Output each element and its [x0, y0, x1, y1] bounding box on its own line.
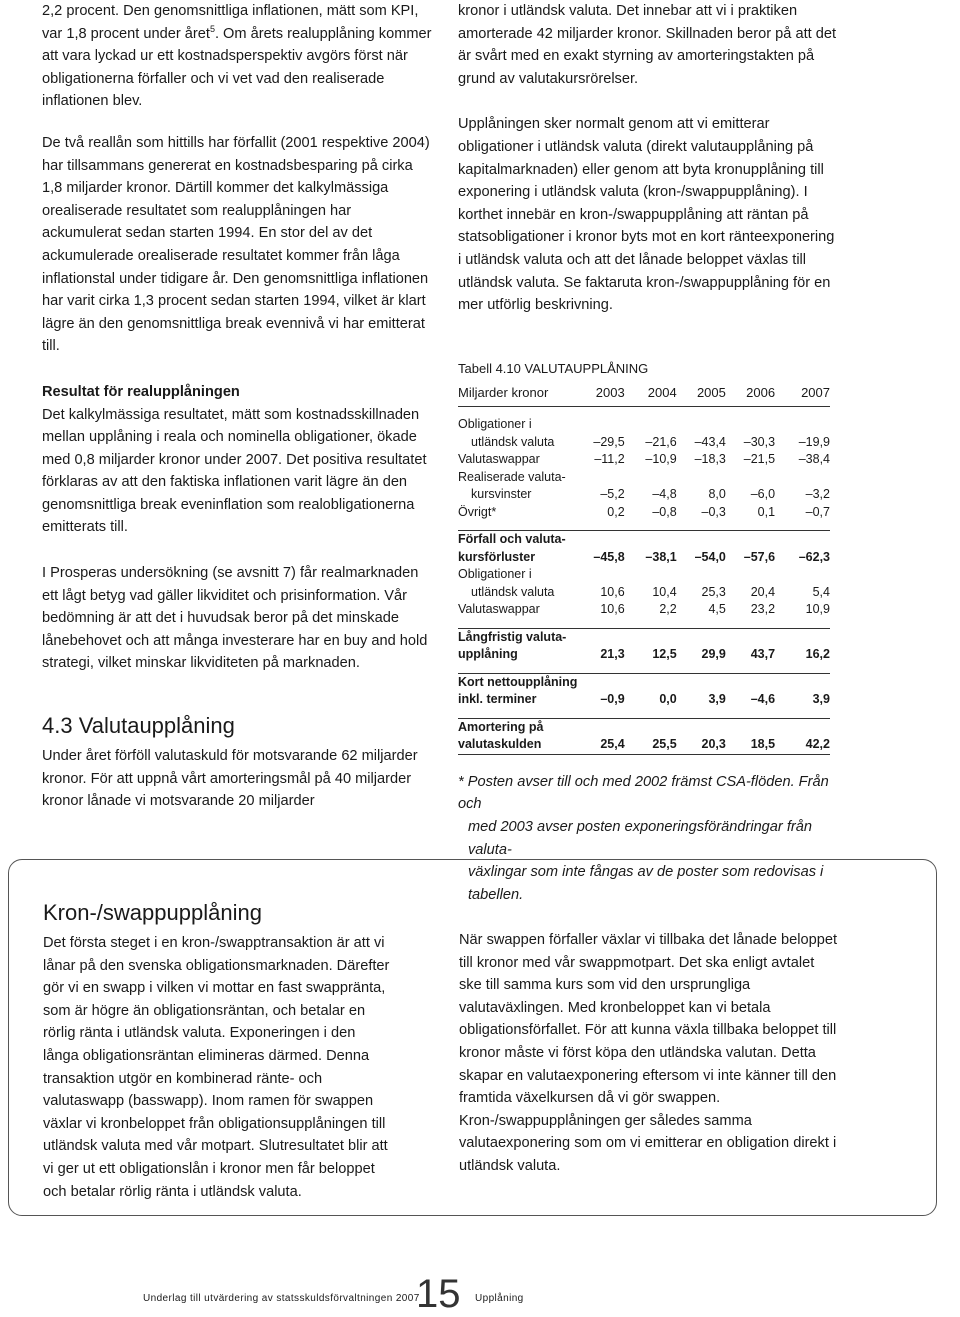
- footer-report-title: Underlag till utvärdering av statsskuldsförvaltningen 2007: [143, 1293, 420, 1304]
- table-cell: [677, 416, 726, 434]
- table-cell: –5,2: [600, 487, 625, 502]
- paragraph: Under året förföll valutaskuld för motsvarande 62 miljarder kronor. För att uppnå vårt amorteringsmål på 40 miljarder kronor lånade vi motsvarande 20 miljarder: [42, 748, 418, 810]
- row-label: Övrigt*: [458, 504, 497, 519]
- table-row: [458, 691, 830, 709]
- left-column: [42, 0, 432, 813]
- table-cell: –19,9: [798, 434, 830, 449]
- row-label: inkl. terminer: [458, 692, 537, 707]
- paragraph: I Prosperas undersökning (se avsnitt 7) får realmarknaden ett lågt betyg vad gäller likviditet och prisinformation. Vår bedömning är att det i huvudsak beror på det minskade lånebehovet och att många investerare har en buy and hold strategi, vilket minskar likviditeten på marknaden.: [42, 565, 428, 672]
- table-row: [458, 469, 830, 487]
- paragraph: Upplåningen sker normalt genom att vi emitterar obligationer i utländsk valuta (direkt valutaupplåning på kapitalmarknaden) eller genom att byta kronupplåning till exponering i utländsk valuta (kron-/swappupplåning). I korthet innebär en kron-/swappupplåning att räntan på statsobligationer i kronor byts mot en kort ränteexponering i utländsk valuta och att det lånade beloppet växlas till utländsk valuta. Se faktaruta kron-/swappupplåning för en mer utförlig beskrivning.: [458, 116, 835, 314]
- table-cell: 25,4: [577, 736, 624, 754]
- table-cell: 10,6: [600, 602, 625, 617]
- table-cell: [677, 531, 726, 549]
- table-cell: 10,9: [805, 602, 830, 617]
- table-row: [458, 584, 830, 602]
- table-cell: 8,0: [708, 487, 726, 502]
- table-cell: [775, 469, 830, 487]
- table-row: [458, 531, 830, 549]
- table-cell: [726, 673, 775, 691]
- table-row: [458, 416, 830, 434]
- table-cell: [577, 718, 624, 736]
- table-cell: –54,0: [694, 549, 726, 564]
- row-label: kursförluster: [458, 549, 536, 564]
- table-cell: [625, 718, 677, 736]
- fact-box-left-column: [43, 898, 393, 1203]
- table-cell: 4,5: [708, 602, 726, 617]
- table-cell: [625, 628, 677, 646]
- year-header: 2007: [775, 384, 830, 407]
- table-cell: 0,0: [659, 692, 677, 707]
- subheading-result: Resultat för realupplåningen: [42, 383, 240, 400]
- table-cell: [726, 718, 775, 736]
- table-cell: –29,5: [593, 434, 625, 449]
- table-cell: [577, 566, 624, 584]
- table-cell: –3,2: [805, 487, 830, 502]
- table-cell: [726, 531, 775, 549]
- footer-chapter: Upplåning: [475, 1293, 524, 1304]
- table-cell: –38,4: [798, 452, 830, 467]
- fact-box-text: När swappen förfaller växlar vi tillbaka det lånade beloppet till kronor med vår swappmotpart. Det ska enligt avtalet ske till samma kurs som vid den ursprungliga valutaväxlingen. Med kronbeloppet kan vi betala obligationsförfallet. För att kunna växla tillbaka beloppet till kronor måste vi först köpa den utländska valutan. Detta skapar en valutaexponering eftersom vi inte känner till den framtida växelkursen då vi gör swappen. Kron-/swappupplåningen ger således samma valutaexponering som om vi emitterar en obligation direkt i utländsk valuta.: [459, 932, 838, 1174]
- table-row: [458, 486, 830, 504]
- table-cell: –21,5: [743, 452, 776, 467]
- table-cell: –10,9: [645, 452, 677, 467]
- footnote-ref[interactable]: 5: [209, 23, 215, 34]
- row-label: Valutaswappar: [458, 602, 540, 617]
- table-cell: 25,5: [625, 736, 677, 754]
- table-cell: [726, 469, 775, 487]
- table-row: [458, 646, 830, 664]
- table-cell: 10,6: [600, 584, 625, 599]
- table-cell: 10,4: [652, 584, 677, 599]
- table-cell: [577, 531, 624, 549]
- year-header: 2005: [677, 384, 726, 407]
- table-cell: –21,6: [645, 434, 677, 449]
- table-cell: [577, 469, 624, 487]
- table-cell: [625, 469, 677, 487]
- table-cell: 21,3: [600, 647, 625, 662]
- table-cell: [726, 628, 775, 646]
- table-unit-header: Miljarder kronor: [458, 384, 577, 407]
- row-label: kursvinster: [471, 487, 532, 502]
- paragraph-text: 2,2 procent. Den genomsnittliga inflationen, mätt som KPI, var 1,8 procent under året: [42, 3, 419, 42]
- paragraph-text: . Om årets realupplåning kommer att vara lyckad ur ett kostnadsperspektiv avgörs först när obligationerna förfaller och vi vet vad den realiserade inflationen blev.: [42, 25, 432, 110]
- table-cell: –6,0: [750, 487, 776, 502]
- year-header: 2003: [577, 384, 624, 407]
- paragraph: [42, 0, 432, 113]
- table-row: [458, 601, 830, 619]
- row-label: Amortering på: [458, 718, 577, 736]
- table-row: [458, 628, 830, 646]
- table-cell: [775, 673, 830, 691]
- table-row: [458, 549, 830, 567]
- row-label: Förfall och valuta-: [458, 531, 577, 549]
- table-cell: –30,3: [743, 434, 776, 449]
- table-cell: [625, 416, 677, 434]
- table-cell: –0,9: [600, 692, 625, 707]
- table-cell: [677, 566, 726, 584]
- table-cell: [775, 531, 830, 549]
- row-label: Obligationer i: [458, 417, 532, 432]
- page-footer: [0, 1272, 960, 1316]
- table-cell: –38,1: [645, 549, 677, 564]
- table-cell: –43,4: [694, 434, 726, 449]
- footnote-line: med 2003 avser posten exponeringsförändringar från valuta-: [468, 818, 812, 858]
- table-cell: 5,4: [812, 584, 830, 599]
- table-cell: –11,2: [594, 452, 625, 467]
- table-cell: 3,9: [708, 692, 726, 707]
- table-cell: –57,6: [743, 549, 776, 564]
- row-label: Långfristig valuta-: [458, 628, 577, 646]
- table-cell: [677, 628, 726, 646]
- table-row: [458, 566, 830, 584]
- paragraph: kronor i utländsk valuta. Det innebar att vi i praktiken amorterade 42 miljarder kronor. Skillnaden beror på att det är svårt med en exakt styrning av amorteringstakten på grund av valutakursrörelser.: [458, 3, 837, 87]
- paragraph: De två reallån som hittills har förfallit (2001 respektive 2004) har tillsammans genererat en kostnadsbesparing på cirka 1,8 miljarder kronor. Därtill kommer det kalkylmässiga orealiserade resultatet som realupplåningen har ackumulerat sedan starten 1994. En stor del av det ackumulerade orealiserade resultatet kommer från låga inflationstal under tidigare år. Den genomsnittliga inflationen har varit cirka 1,3 procent sedan starten 1994, vilket är klart lägre än den genomsnittliga break evennivå vi har emitterat till.: [42, 134, 430, 355]
- table-cell: [775, 718, 830, 736]
- row-label: utländsk valuta: [471, 434, 555, 449]
- table-cell: 42,2: [775, 736, 830, 754]
- paragraph: Det kalkylmässiga resultatet, mätt som kostnadsskillnaden mellan upplåning i reala och nominella obligationer, ökade med 0,8 miljarder kronor under 2007. Det positiva resultatet förklaras av att den faktiska inflationen varit lägre än den genomsnittliga break eveninflation som realobligationerna emitterats till.: [42, 406, 427, 536]
- table-cell: –4,8: [652, 487, 677, 502]
- fact-box: [8, 859, 937, 1216]
- footnote-line: * Posten avser till och med 2002 främst CSA-flöden. Från och: [458, 773, 829, 813]
- row-label: Valutaswappar: [458, 452, 540, 467]
- table-cell: –0,7: [805, 504, 830, 519]
- table-cell: 20,3: [677, 736, 726, 754]
- table-cell: [726, 566, 775, 584]
- table-cell: [677, 718, 726, 736]
- year-header: 2004: [625, 384, 677, 407]
- row-label: Realiserade valuta-: [458, 469, 566, 484]
- table-cell: 25,3: [701, 584, 726, 599]
- table-cell: [625, 566, 677, 584]
- table-cell: [775, 566, 830, 584]
- table-cell: [625, 531, 677, 549]
- row-label: utländsk valuta: [471, 584, 555, 599]
- row-label: Obligationer i: [458, 567, 532, 582]
- right-column: [458, 0, 838, 906]
- table-cell: [625, 673, 677, 691]
- table-cell: –4,6: [750, 692, 776, 707]
- table-cell: [577, 628, 624, 646]
- row-label: upplåning: [458, 647, 518, 662]
- page-number: 15: [416, 1272, 461, 1316]
- table-row: [458, 718, 830, 736]
- table-cell: –45,8: [593, 549, 625, 564]
- footnote-line: växlingar som inte fångas av de poster som redovisas i tabellen.: [468, 864, 824, 903]
- table-cell: –62,3: [798, 549, 830, 564]
- table-header-row: [458, 384, 830, 407]
- table-cell: [577, 416, 624, 434]
- table-cell: 29,9: [701, 647, 726, 662]
- table-row: [458, 451, 830, 469]
- currency-borrowing-table: [458, 384, 830, 755]
- row-label: Kort nettoupplåning: [458, 673, 577, 691]
- row-label: valutaskulden: [458, 736, 577, 754]
- table-cell: 16,2: [805, 647, 830, 662]
- table-cell: [775, 416, 830, 434]
- table-cell: –18,3: [694, 452, 726, 467]
- table-caption: Tabell 4.10 VALUTAUPPLÅNING: [458, 360, 649, 376]
- section-title: 4.3 Valutaupplåning: [42, 713, 235, 739]
- table-cell: 0,1: [757, 504, 776, 519]
- table-cell: 12,5: [652, 647, 677, 662]
- table-row: [458, 736, 830, 754]
- fact-box-text: Det första steget i en kron-/swapptransaktion är att vi lånar på den svenska obligationsmarknaden. Därefter gör vi en swapp i vilken vi mottar en fast swappränta, som är högre än obligationsräntan, och betalar en rörlig ränta i utländsk valuta. Exponeringen i den långa obligationsräntan elimineras därmed. Denna transaktion utgör en kombinerad ränte- och valutaswapp (basswapp). Inom ramen för swappen växlar vi kronbeloppet från obligationsupplåningen till utländsk valuta med vår motpart. Slutresultatet blir att vi ger ut ett obligationslån i kronor men får beloppet och betalar rörlig ränta i utländsk valuta.: [43, 935, 390, 1200]
- table-cell: [775, 628, 830, 646]
- fact-box-right-column: [459, 929, 839, 1178]
- table-cell: [726, 416, 775, 434]
- table-cell: [677, 673, 726, 691]
- table-cell: [577, 673, 624, 691]
- table-cell: 20,4: [750, 584, 776, 599]
- table-cell: 2,2: [659, 602, 677, 617]
- table-row: [458, 434, 830, 452]
- table-cell: [677, 469, 726, 487]
- table-row: [458, 504, 830, 522]
- fact-box-title: Kron-/swappupplåning: [43, 900, 262, 925]
- table-cell: 3,9: [812, 692, 830, 707]
- table-cell: –0,8: [652, 504, 677, 519]
- table-cell: 0,2: [607, 504, 625, 519]
- table-cell: 18,5: [726, 736, 775, 754]
- table-cell: 23,2: [750, 602, 776, 617]
- table-cell: 43,7: [750, 647, 776, 662]
- table-row: [458, 673, 830, 691]
- year-header: 2006: [726, 384, 775, 407]
- table-cell: –0,3: [701, 504, 726, 519]
